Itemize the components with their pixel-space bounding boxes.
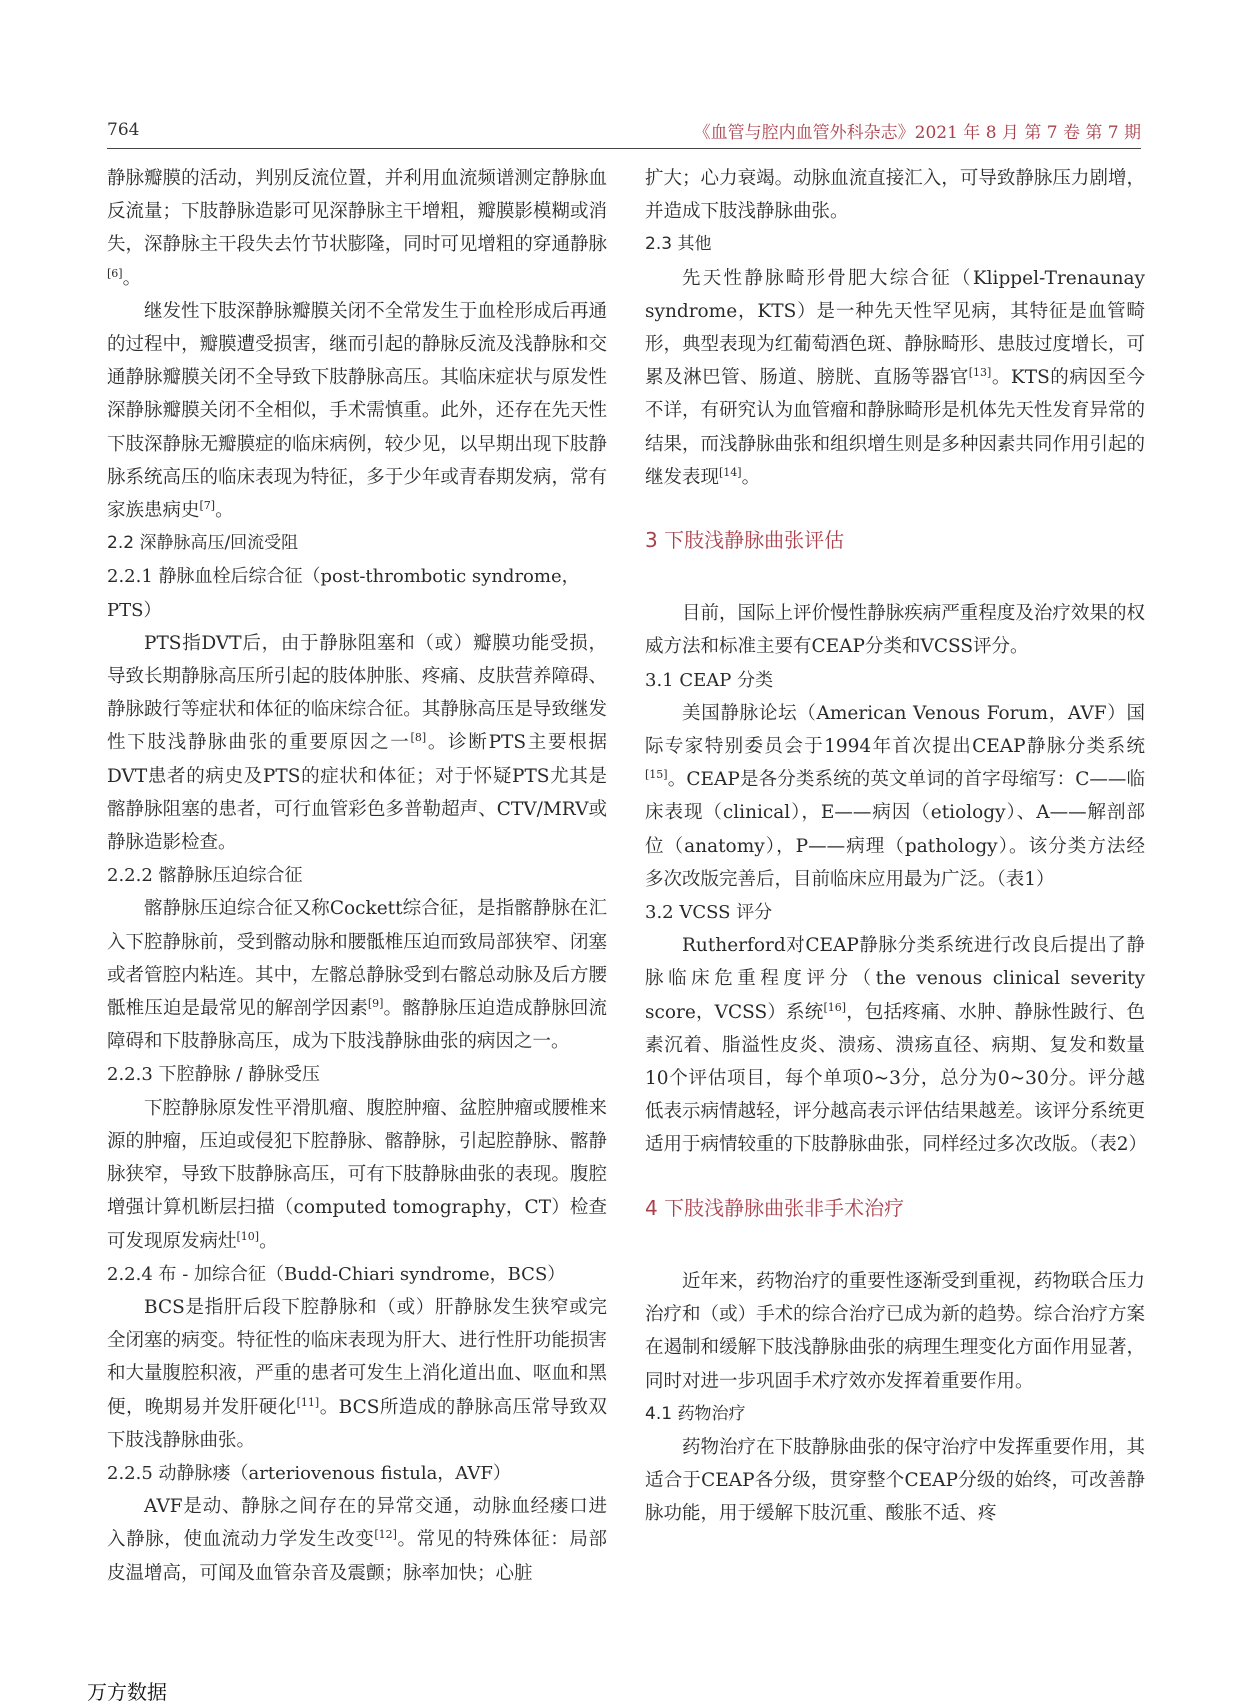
section-heading: 3.1 CEAP 分类	[645, 669, 774, 691]
subsection-heading: 2.2.1 静脉血栓后综合征（post-thrombotic syndrome，PTS）	[107, 566, 580, 621]
paragraph: Rutherford对CEAP静脉分类系统进行改良后提出了静脉临床危重程度评分（the venous clinical severity score，VCSS）系统[16]，包括疼痛、水肿、静脉性跛行、色素沉着、脂溢性皮炎、溃疡、溃疡直径、病期、复发和数量10个评估项目，每个单项0~3分，总分为0~30分。评分越低表示病情越轻，评分越高表示评估结果越差。该评分系统更适用于病情较重的下肢静脉曲张，同样经过多次改版。（表2）	[645, 935, 1148, 1156]
right-column	[645, 162, 1148, 1531]
paragraph: 下腔静脉原发性平滑肌瘤、腹腔肿瘤、盆腔肿瘤或腰椎来源的肿瘤，压迫或侵犯下腔静脉、髂静脉，引起腔静脉、髂静脉狭窄，导致下肢静脉高压，可有下肢静脉曲张的表现。腹腔增强计算机断层扫描（computed tomography，CT）检查可发现原发病灶[10]。	[107, 1097, 607, 1252]
subsection-heading: 2.2.4 布 - 加综合征（Budd-Chiari syndrome，BCS）	[107, 1263, 566, 1285]
citation[interactable]: [7]	[199, 498, 216, 512]
paragraph: BCS是指肝后段下腔静脉和（或）肝静脉发生狭窄或完全闭塞的病变。特征性的临床表现为肝大、进行性肝功能损害和大量腹腔积液，严重的患者可发生上消化道出血、呕血和黑便，晚期易并发肝硬化[11]。BCS所造成的静脉高压常导致双下肢浅静脉曲张。	[107, 1296, 607, 1451]
paragraph: AVF是动、静脉之间存在的异常交通，动脉血经瘘口进入静脉，使血流动力学发生改变[12]。常见的特殊体征：局部皮温增高，可闻及血管杂音及震颤；脉率加快；心脏	[107, 1496, 607, 1584]
subsection-heading: 2.2.5 动静脉瘘（arteriovenous fistula，AVF）	[107, 1462, 511, 1484]
paragraph: 静脉瓣膜的活动，判别反流位置，并利用血流频谱测定静脉血反流量；下肢静脉造影可见深静脉主干增粗，瓣膜影模糊或消失，深静脉主干段失去竹节状膨隆，同时可见增粗的穿通静脉[6]。	[107, 168, 607, 289]
paragraph: PTS指DVT后，由于静脉阻塞和（或）瓣膜功能受损，导致长期静脉高压所引起的肢体肿胀、疼痛、皮肤营养障碍、静脉跛行等症状和体征的临床综合征。其静脉高压是导致继发性下肢浅静脉曲张的重要原因之一[8]。诊断PTS主要根据DVT患者的病史及PTS的症状和体征；对于怀疑PTS尤其是髂静脉阻塞的患者，可行血管彩色多普勒超声、CTV/MRV或静脉造影检查。	[107, 632, 607, 854]
section-heading: 2.3 其他	[645, 234, 712, 255]
paragraph: 髂静脉压迫综合征又称Cockett综合征，是指髂静脉在汇入下腔静脉前，受到髂动脉和腰骶椎压迫而致局部狭窄、闭塞或者管腔内粘连。其中，左髂总静脉受到右髂总动脉及后方腰骶椎压迫是最常见的解剖学因素[9]。髂静脉压迫造成静脉回流障碍和下肢静脉高压，成为下肢浅静脉曲张的病因之一。	[107, 898, 607, 1053]
section-heading: 2.2 深静脉高压/回流受阻	[107, 533, 299, 554]
paragraph: 近年来，药物治疗的重要性逐渐受到重视，药物联合压力治疗和（或）手术的综合治疗已成为新的趋势。综合治疗方案在遏制和缓解下肢浅静脉曲张的病理生理变化方面作用显著，同时对进一步巩固手术疗效亦发挥着重要作用。	[645, 1270, 1145, 1392]
citation[interactable]: [9]	[367, 996, 384, 1010]
paragraph: 扩大；心力衰竭。动脉血流直接汇入，可导致静脉压力剧增，并造成下肢浅静脉曲张。	[645, 168, 1145, 223]
citation[interactable]: [14]	[719, 465, 742, 479]
chapter-heading: 4 下肢浅静脉曲张非手术治疗	[645, 1195, 905, 1220]
left-column	[107, 162, 607, 1590]
paragraph: 美国静脉论坛（American Venous Forum，AVF）国际专家特别委员会于1994年首次提出CEAP静脉分类系统[15]。CEAP是各分类系统的英文单词的首字母缩写：C——临床表现（clinical），E——病因（etiology）、A——解剖部位（anatomy），P——病理（pathology）。该分类方法经多次改版完善后，目前临床应用最为广泛。（表1）	[645, 702, 1145, 890]
paragraph: 继发性下肢深静脉瓣膜关闭不全常发生于血栓形成后再通的过程中，瓣膜遭受损害，继而引起的静脉反流及浅静脉和交通静脉瓣膜关闭不全导致下肢静脉高压。其临床症状与原发性深静脉瓣膜关闭不全相似，手术需慎重。此外，还存在先天性下肢深静脉无瓣膜症的临床病例，较少见，以早期出现下肢静脉系统高压的临床表现为特征，多于少年或青春期发病，常有家族患病史[7]。	[107, 300, 607, 522]
citation[interactable]: [11]	[296, 1395, 320, 1409]
citation[interactable]: [15]	[645, 768, 668, 782]
citation[interactable]: [10]	[236, 1229, 260, 1243]
subsection-heading: 2.2.2 髂静脉压迫综合征	[107, 865, 303, 887]
paragraph: 先天性静脉畸形骨肥大综合征（Klippel-Trenaunay syndrome，KTS）是一种先天性罕见病，其特征是血管畸形，典型表现为红葡萄酒色斑、静脉畸形、患肢过度增长，可累及淋巴管、肠道、膀胱、直肠等器官[13]。KTS的病因至今不详，有研究认为血管瘤和静脉畸形是机体先天性发育异常的结果，而浅静脉曲张和组织增生则是多种因素共同作用引起的继发表现[14]。	[645, 267, 1145, 488]
citation[interactable]: [12]	[374, 1528, 397, 1542]
section-heading: 4.1 药物治疗	[645, 1403, 746, 1424]
paragraph: 药物治疗在下肢静脉曲张的保守治疗中发挥重要作用，其适合于CEAP各分级，贯穿整个CEAP分级的始终，可改善静脉功能，用于缓解下肢沉重、酸胀不适、疼	[645, 1436, 1145, 1525]
subsection-heading: 2.2.3 下腔静脉 / 静脉受压	[107, 1064, 321, 1086]
citation[interactable]: [16]	[823, 1000, 847, 1014]
section-heading: 3.2 VCSS 评分	[645, 902, 773, 924]
citation[interactable]: [6]	[107, 266, 123, 280]
page-number: 764	[107, 120, 140, 140]
wanfang-data-logo: 万方数据	[87, 1680, 167, 1704]
chapter-heading: 3 下肢浅静脉曲张评估	[645, 528, 845, 553]
citation[interactable]: [13]	[968, 366, 992, 380]
paragraph: 目前，国际上评价慢性静脉疾病严重程度及治疗效果的权威方法和标准主要有CEAP分类和VCSS评分。	[645, 603, 1145, 658]
citation[interactable]: [8]	[410, 731, 427, 745]
journal-header: 《血管与腔内血管外科杂志》2021 年 8 月 第 7 卷 第 7 期	[693, 123, 1141, 143]
header-rule	[107, 148, 1141, 149]
